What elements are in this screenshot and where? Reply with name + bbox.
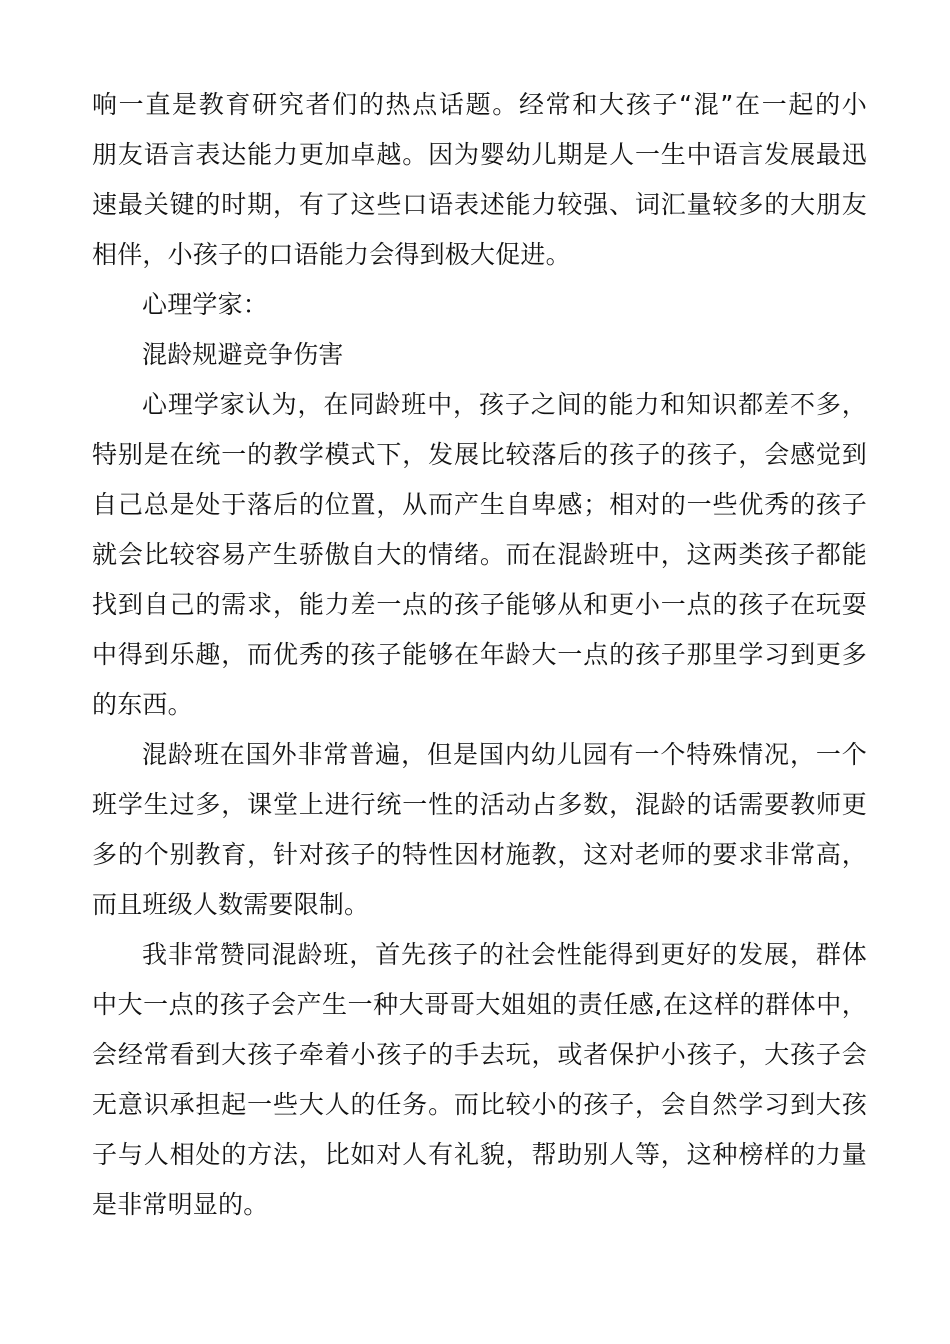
text-line: 响一直是教育研究者们的热点话题。经常和大孩子“混”在一起的小 xyxy=(92,90,867,119)
text-line: 多的个别教育，针对孩子的特性因材施教，这对老师的要求非常高， xyxy=(92,840,867,869)
text-line: 就会比较容易产生骄傲自大的情绪。而在混龄班中，这两类孩子都能 xyxy=(92,540,867,569)
paragraph-domestic-situation xyxy=(92,730,867,930)
text-line: 心理学家认为，在同龄班中，孩子之间的能力和知识都差不多， xyxy=(142,390,867,419)
text-line: 而且班级人数需要限制。 xyxy=(92,890,370,919)
text-line: 心理学家： xyxy=(142,290,269,319)
text-line: 班学生过多，课堂上进行统一性的活动占多数，混龄的话需要教师更 xyxy=(92,790,867,819)
text-line: 无意识承担起一些大人的任务。而比较小的孩子，会自然学习到大孩 xyxy=(92,1090,867,1119)
text-line: 我非常赞同混龄班，首先孩子的社会性能得到更好的发展，群体 xyxy=(142,940,867,969)
text-line: 特别是在统一的教学模式下，发展比较落后的孩子的孩子，会感觉到 xyxy=(92,440,867,469)
text-line: 相伴，小孩子的口语能力会得到极大促进。 xyxy=(92,240,571,269)
text-line: 找到自己的需求，能力差一点的孩子能够从和更小一点的孩子在玩耍 xyxy=(92,590,867,619)
text-line: 混龄班在国外非常普遍，但是国内幼儿园有一个特殊情况，一个 xyxy=(142,740,867,769)
text-line: 子与人相处的方法，比如对人有礼貌，帮助别人等，这种榜样的力量 xyxy=(92,1140,867,1169)
text-line: 中大一点的孩子会产生一种大哥哥大姐姐的责任感,在这样的群体中， xyxy=(92,990,867,1019)
paragraph-personal-opinion xyxy=(92,930,867,1230)
text-line: 会经常看到大孩子牵着小孩子的手去玩，或者保护小孩子，大孩子会 xyxy=(92,1040,867,1069)
section-subtitle xyxy=(92,330,867,380)
section-label-psychologist xyxy=(92,280,867,330)
document-body xyxy=(92,80,867,1230)
text-line: 自己总是处于落后的位置，从而产生自卑感；相对的一些优秀的孩子 xyxy=(92,490,867,519)
text-line: 混龄规避竞争伤害 xyxy=(142,340,344,369)
text-line: 的东西。 xyxy=(92,690,193,719)
text-line: 朋友语言表达能力更加卓越。因为婴幼儿期是人一生中语言发展最迅 xyxy=(92,140,867,169)
text-line: 中得到乐趣，而优秀的孩子能够在年龄大一点的孩子那里学习到更多 xyxy=(92,640,867,669)
paragraph-psychologist-view xyxy=(92,380,867,730)
text-line: 是非常明显的。 xyxy=(92,1190,269,1219)
paragraph-language-development xyxy=(92,80,867,280)
text-line: 速最关键的时期，有了这些口语表述能力较强、词汇量较多的大朋友 xyxy=(92,190,867,219)
